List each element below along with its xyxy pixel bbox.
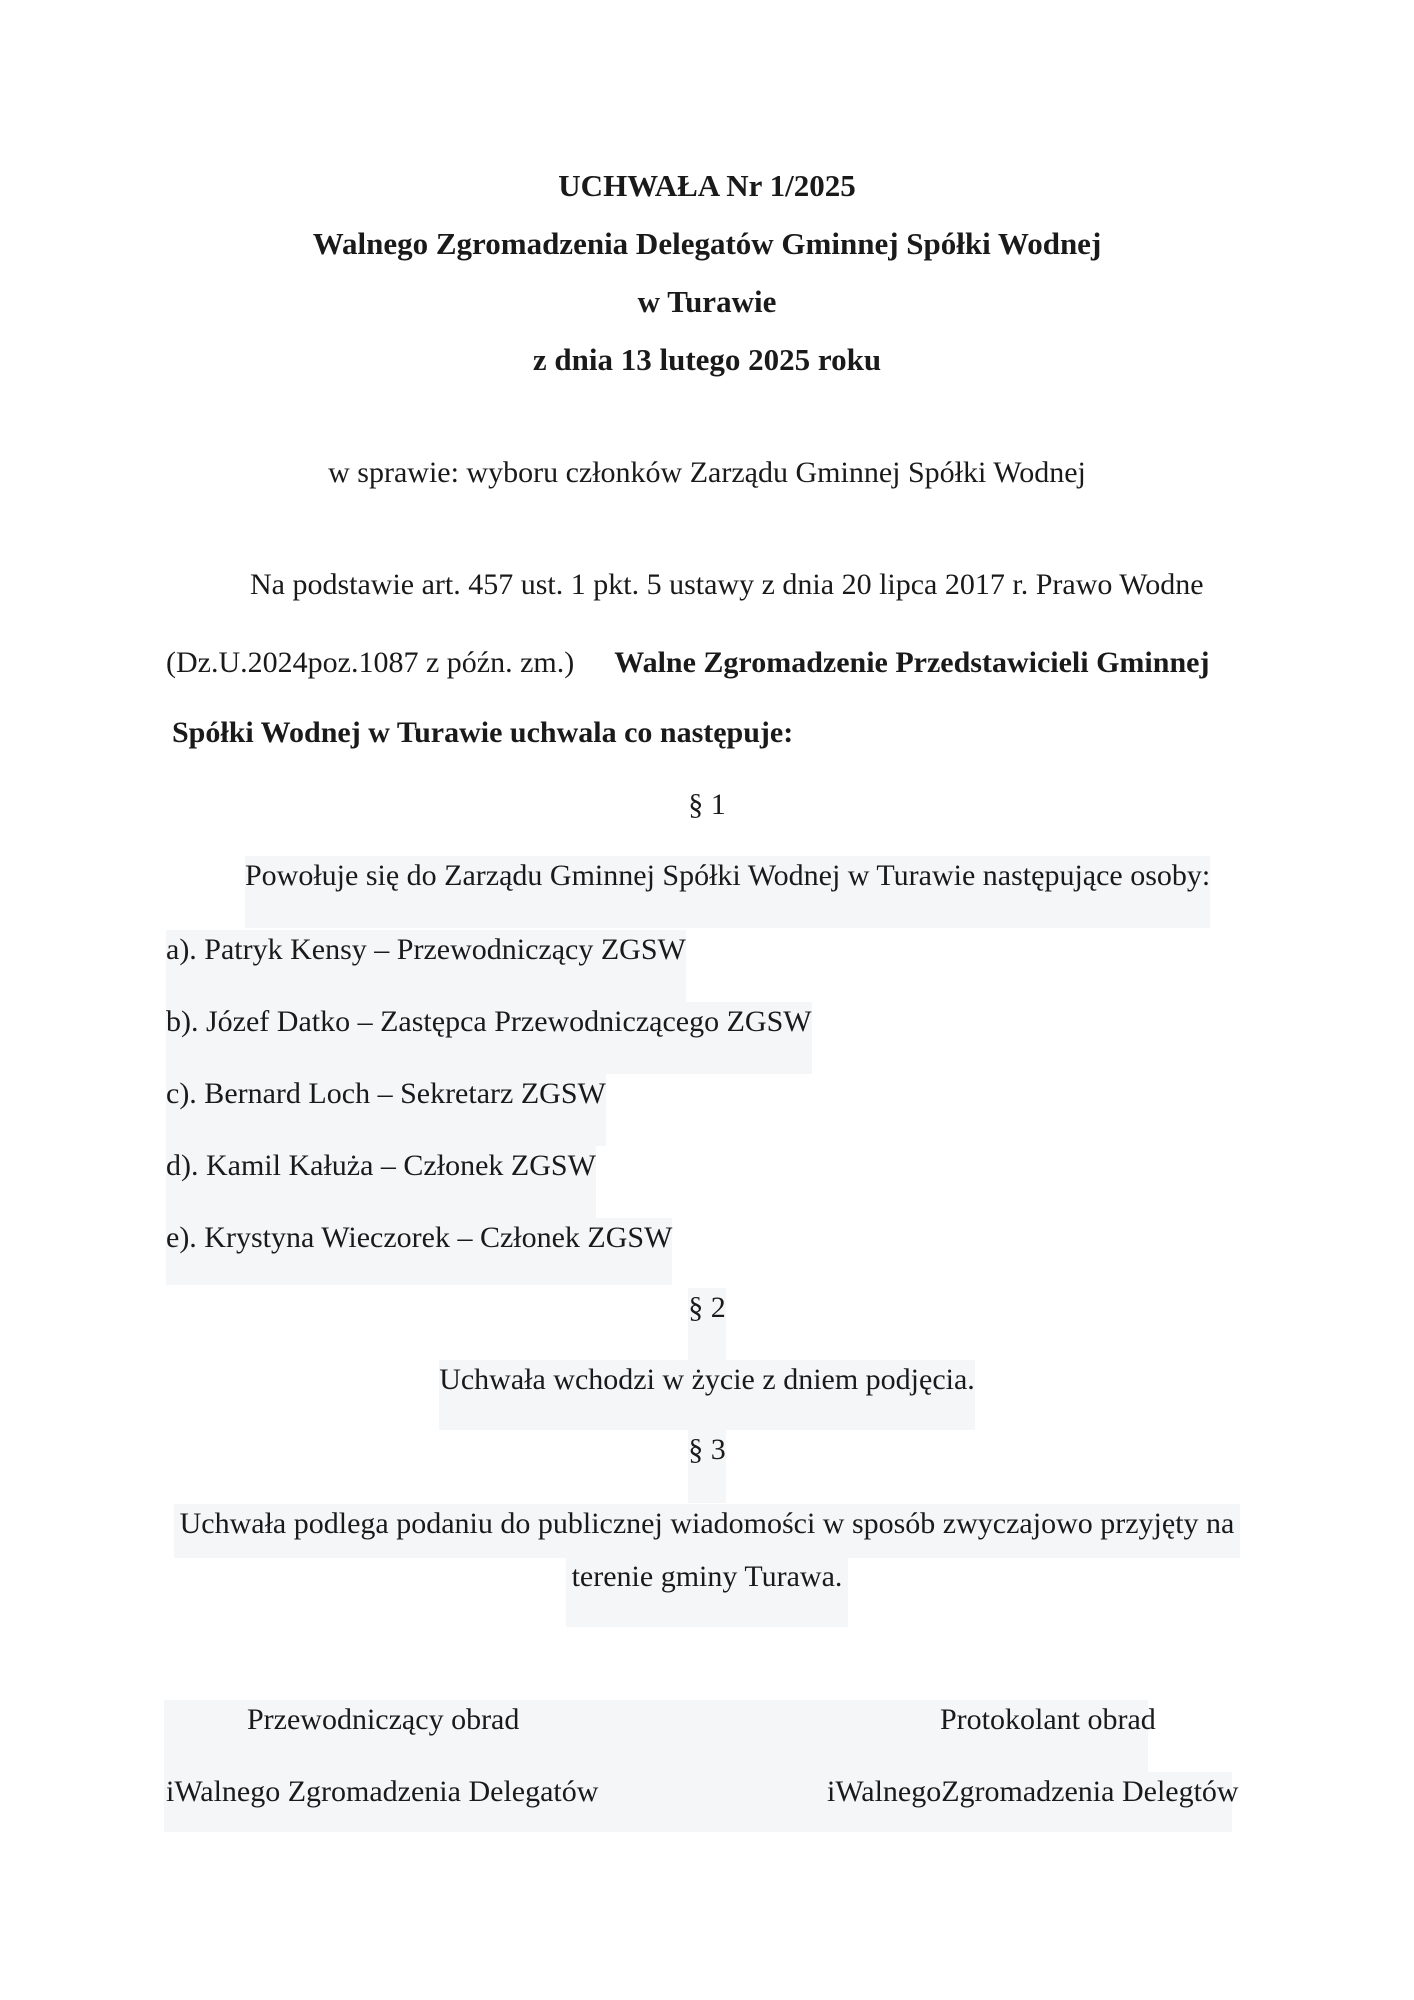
signature-right-role: Protokolant obrad	[940, 1703, 1156, 1736]
document-title-line-3: w Turawie	[637, 284, 777, 319]
signature-right-organization: iWalnegoZgromadzenia Delegtów	[827, 1775, 1239, 1808]
member-item-b: b). Józef Datko – Zastępca Przewodniczącego ZGSW	[166, 1002, 812, 1074]
document-title-line-2: Walnego Zgromadzenia Delegatów Gminnej Spółki Wodnej	[312, 226, 1102, 261]
signature-left-organization: iWalnego Zgromadzenia Delegatów	[166, 1775, 599, 1808]
section-3-text-line-1-content: Uchwała podlega podaniu do publicznej wiadomości w sposób zwyczajowo przyjęty na	[174, 1504, 1241, 1558]
section-3-text-line-2	[0, 1557, 1414, 1627]
member-item-c: c). Bernard Loch – Sekretarz ZGSW	[166, 1074, 606, 1146]
legal-basis-citation: (Dz.U.2024poz.1087 z późn. zm.)	[166, 646, 575, 679]
section-3-text-line-2-content: terenie gminy Turawa.	[566, 1557, 849, 1627]
section-3-heading-text: § 3	[688, 1430, 726, 1503]
section-3-text-line-1	[0, 1504, 1414, 1558]
document-title-line-1: UCHWAŁA Nr 1/2025	[558, 168, 856, 203]
legal-basis-line-1: Na podstawie art. 457 ust. 1 pkt. 5 ustawy z dnia 20 lipca 2017 r. Prawo Wodne	[250, 568, 1204, 601]
legal-basis-line-3: Spółki Wodnej w Turawie uchwala co następuje:	[172, 716, 794, 749]
section-2-heading-text: § 2	[688, 1288, 726, 1360]
member-item-a: a). Patryk Kensy – Przewodniczący ZGSW	[166, 930, 686, 1002]
section-3-heading	[0, 1430, 1414, 1503]
legal-basis-resolving-body: Walne Zgromadzenie Przedstawicieli Gminnej	[614, 646, 1210, 679]
section-1-intro: Powołuje się do Zarządu Gminnej Spółki Wodnej w Turawie następujące osoby:	[245, 856, 1210, 928]
subject-line: w sprawie: wyboru członków Zarządu Gminnej Spółki Wodnej	[328, 456, 1086, 489]
member-item-d: d). Kamil Kałuża – Członek ZGSW	[166, 1146, 596, 1218]
section-2-heading	[0, 1288, 1414, 1360]
document-title-line-4: z dnia 13 lutego 2025 roku	[532, 342, 882, 377]
section-1-heading: § 1	[688, 788, 726, 821]
section-2-text	[0, 1360, 1414, 1430]
section-2-text-content: Uchwała wchodzi w życie z dniem podjęcia.	[439, 1360, 975, 1430]
legal-basis-line-2	[166, 643, 1209, 683]
member-item-e: e). Krystyna Wieczorek – Członek ZGSW	[166, 1218, 672, 1285]
signature-left-role: Przewodniczący obrad	[247, 1703, 520, 1736]
